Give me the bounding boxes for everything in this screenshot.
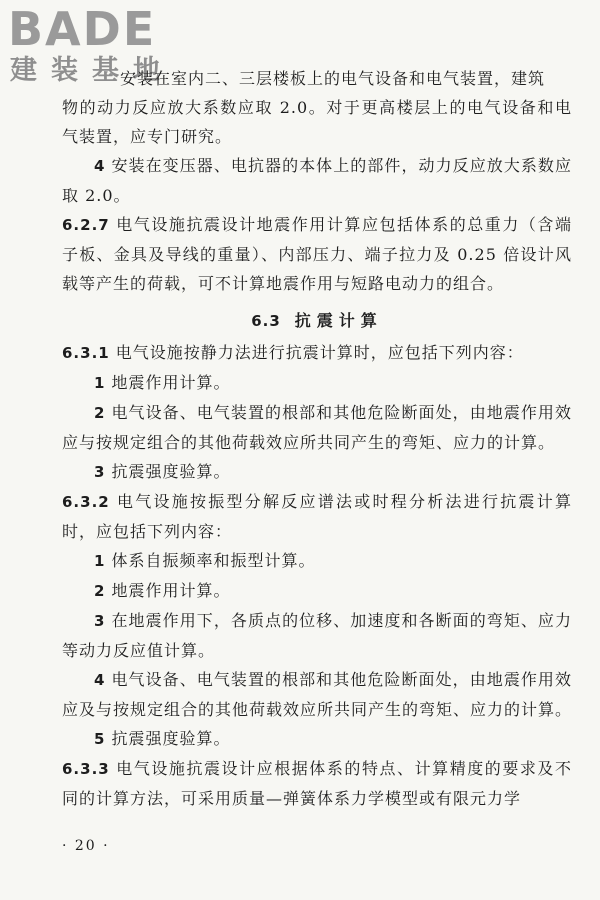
- item-text: 在地震作用下，各质点的位移、加速度和各断面的弯矩、应力等动力反应值计算。: [62, 611, 572, 660]
- item-text: 抗震强度验算。: [111, 462, 231, 481]
- list-item: [62, 546, 572, 576]
- document-body: [62, 64, 572, 813]
- item-number: 4: [94, 157, 106, 175]
- clause-text: 电气设施按振型分解反应谱法或时程分析法进行抗震计算时，应包括下列内容：: [62, 492, 572, 541]
- item-number: 2: [94, 582, 106, 600]
- paragraph-continuation: 物的动力反应放大系数应取 2.0。对于更高楼层上的电气设备和电气装置，应专门研究。: [62, 98, 572, 146]
- item-text: 体系自振频率和振型计算。: [111, 551, 316, 570]
- item-number: 3: [94, 463, 106, 481]
- page-number: · 20 ·: [62, 838, 110, 854]
- list-item: [62, 398, 572, 457]
- clause-number: 6.3.1: [62, 344, 110, 362]
- clause-6-3-2: [62, 487, 572, 546]
- item-number: 5: [94, 730, 106, 748]
- list-item: [62, 606, 572, 665]
- item-number: 3: [94, 612, 106, 630]
- logo-text: BADE: [8, 2, 157, 56]
- clause-6-2-7: [62, 210, 572, 298]
- item-text: 地震作用计算。: [111, 373, 231, 392]
- list-item: [62, 368, 572, 398]
- clause-number: 6.2.7: [62, 216, 110, 234]
- clause-text: 电气设施抗震设计应根据体系的特点、计算精度的要求及不同的计算方法，可采用质量—弹簧体系力学模型或有限元力学: [62, 759, 572, 808]
- item-text: 电气设备、电气装置的根部和其他危险断面处，由地震作用效应与按规定组合的其他荷载效应所共同产生的弯矩、应力的计算。: [62, 403, 572, 452]
- clause-number: 6.3.3: [62, 760, 110, 778]
- logo-subtext: 建装基地: [10, 55, 174, 86]
- list-item: [62, 151, 572, 210]
- item-number: 1: [94, 374, 106, 392]
- item-text: 抗震强度验算。: [111, 729, 231, 748]
- clause-6-3-3: [62, 754, 572, 813]
- clause-6-3-1: [62, 338, 572, 368]
- section-heading: [62, 306, 572, 336]
- paragraph-continuation-first-line: 安装在室内二、三层楼板上的电气设备和电气装置，建筑: [120, 69, 546, 88]
- list-item: [62, 457, 572, 487]
- item-number: 1: [94, 552, 106, 570]
- item-number: 2: [94, 404, 106, 422]
- item-number: 4: [94, 671, 106, 689]
- clause-text: 电气设施按静力法进行抗震计算时，应包括下列内容：: [115, 343, 524, 362]
- section-title: 抗震计算: [294, 311, 383, 330]
- item-text: 安装在变压器、电抗器的本体上的部件，动力反应放大系数应取 2.0。: [62, 156, 572, 205]
- clause-number: 6.3.2: [62, 493, 110, 511]
- clause-text: 电气设施抗震设计地震作用计算应包括体系的总重力（含端子板、金具及导线的重量）、内部压力、端子拉力及 0.25 倍设计风载等产生的荷载，可不计算地震作用与短路电动力的组合。: [62, 215, 572, 293]
- list-item: [62, 724, 572, 754]
- item-text: 电气设备、电气装置的根部和其他危险断面处，由地震作用效应及与按规定组合的其他荷载效应所共同产生的弯矩、应力的计算。: [62, 670, 573, 719]
- list-item: [62, 576, 572, 606]
- list-item: [62, 665, 572, 724]
- section-number: 6.3: [251, 312, 281, 330]
- item-text: 地震作用计算。: [111, 581, 231, 600]
